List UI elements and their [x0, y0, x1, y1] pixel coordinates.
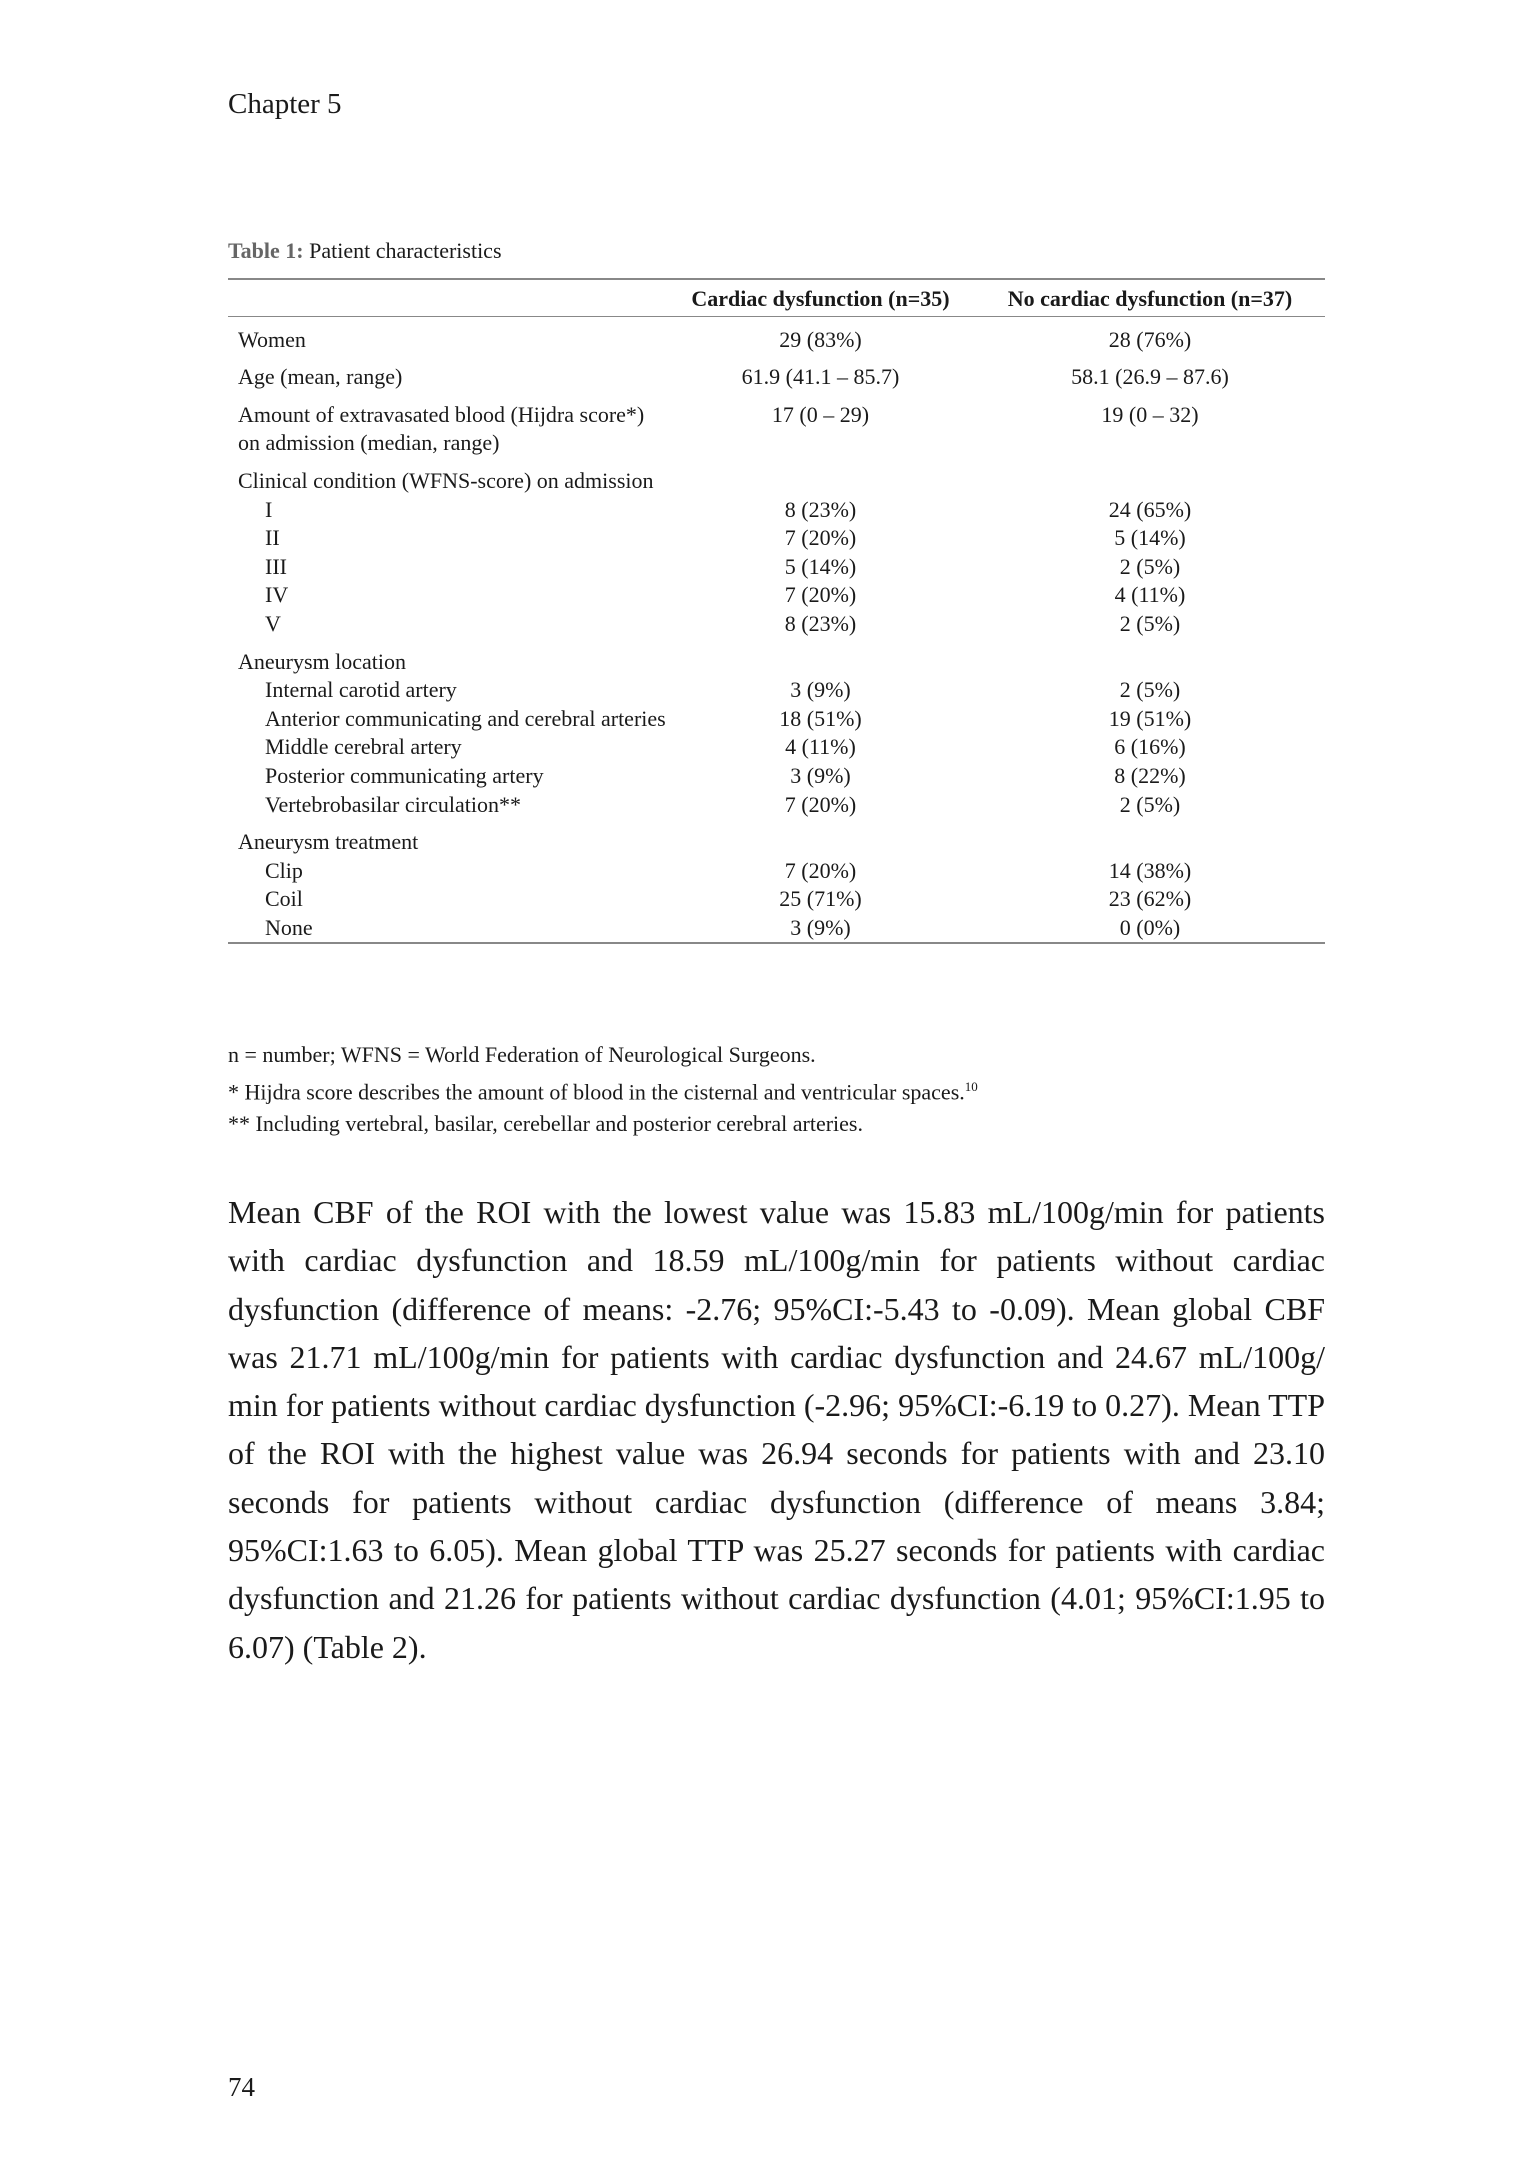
- table-row: [228, 354, 1325, 392]
- cell-cardiac: [666, 819, 975, 857]
- table-section-row: [228, 458, 1325, 496]
- cell-cardiac: 3 (9%): [790, 677, 851, 703]
- footnote-vertebrobasilar: ** Including vertebral, basilar, cerebellar and posterior cerebral arteries.: [228, 1111, 863, 1137]
- footnote-hijdra-text: * Hijdra score describes the amount of blood in the cisternal and ventricular spaces.: [228, 1079, 965, 1105]
- cell-no-cardiac: [975, 819, 1325, 857]
- cell-cardiac: 7 (20%): [784, 791, 857, 817]
- cell-cardiac: 7 (20%): [784, 582, 857, 608]
- header-no-cardiac-dysfunction: No cardiac dysfunction (n=37): [975, 279, 1325, 316]
- row-label: Clip: [265, 857, 303, 883]
- row-label: Amount of extravasated blood (Hijdra score*) on admission (median, range): [238, 401, 645, 456]
- table-caption: [228, 238, 502, 264]
- page-number: 74: [228, 2072, 255, 2102]
- row-label: III: [265, 553, 287, 579]
- cell-cardiac: 3 (9%): [666, 914, 975, 944]
- table-row: [228, 791, 1325, 820]
- table-row: [228, 914, 1325, 944]
- table-row: [228, 885, 1325, 914]
- row-label: None: [228, 914, 666, 944]
- cell-no-cardiac: 0 (0%): [975, 914, 1325, 944]
- row-label: Internal carotid artery: [265, 677, 457, 703]
- cell-no-cardiac: 2 (5%): [1119, 791, 1181, 817]
- cell-no-cardiac: 4 (11%): [1114, 582, 1186, 608]
- cell-no-cardiac: 8 (22%): [1114, 762, 1186, 788]
- row-label: Anterior communicating and cerebral arteries: [265, 705, 666, 731]
- table-section-row: [228, 819, 1325, 857]
- cell-no-cardiac: 19 (0 – 32): [1101, 401, 1199, 427]
- row-label: Women: [238, 326, 306, 352]
- cell-cardiac: 8 (23%): [784, 610, 857, 636]
- cell-no-cardiac: 19 (51%): [1108, 705, 1192, 731]
- table-row: [228, 676, 1325, 705]
- cell-cardiac: 3 (9%): [790, 762, 851, 788]
- cell-no-cardiac: 2 (5%): [1119, 677, 1181, 703]
- cell-no-cardiac: [975, 639, 1325, 677]
- table-header-row: [228, 279, 1325, 316]
- table-row: [228, 581, 1325, 610]
- table-footnotes: [228, 1039, 978, 1140]
- row-label: Coil: [265, 886, 303, 912]
- section-label: Aneurysm location: [238, 648, 407, 674]
- cell-no-cardiac: 28 (76%): [1108, 326, 1192, 352]
- cell-cardiac: 61.9 (41.1 – 85.7): [741, 364, 900, 390]
- cell-cardiac: 29 (83%): [779, 326, 862, 352]
- footnote-hijdra: [228, 1071, 978, 1108]
- table-row: [228, 705, 1325, 734]
- cell-no-cardiac: 2 (5%): [1119, 553, 1181, 579]
- cell-cardiac: 17 (0 – 29): [771, 401, 870, 427]
- table-row: [228, 610, 1325, 639]
- table-row: [228, 733, 1325, 762]
- body-paragraph: Mean CBF of the ROI with the lowest value was 15.83 mL/100g/min for patients with cardiac dysfunction and 18.59 mL/100g/min for patients without cardiac dysfunction (difference of means: -2.76; 95%CI:-5.43 to -0.09). Mean global CBF was 21.71 mL/100g/min for patients with cardiac dysfunction and 24.67 mL/100g/ min for patients without cardiac dysfunction (-2.96; 95%CI:-6.19 to 0.27). Mean TTP of the ROI with the highest value was 26.94 seconds for patients with and 23.10 seconds for patients without cardiac dysfunction (difference of means 3.84; 95%CI:1.63 to 6.05). Mean global TTP was 25.27 seconds for patients with cardiac dysfunction and 21.26 for patients without cardiac dysfunction (4.01; 95%CI:1.95 to 6.07) (Table 2).: [228, 1194, 1325, 1665]
- table-row: [228, 762, 1325, 791]
- cell-no-cardiac: 14 (38%): [1108, 857, 1192, 883]
- row-label: V: [265, 610, 281, 636]
- table-section-row: [228, 639, 1325, 677]
- row-label: Middle cerebral artery: [265, 734, 462, 760]
- header-cardiac-dysfunction: Cardiac dysfunction (n=35): [666, 279, 975, 316]
- row-label: Age (mean, range): [238, 364, 403, 390]
- cell-cardiac: 18 (51%): [779, 705, 862, 731]
- cell-no-cardiac: 23 (62%): [1108, 886, 1192, 912]
- table-row: [228, 553, 1325, 582]
- cell-no-cardiac: [975, 458, 1325, 496]
- footnote-hijdra-ref: 10: [964, 1079, 978, 1094]
- row-label: IV: [265, 582, 289, 608]
- running-head: Chapter 5: [228, 88, 342, 120]
- row-label: Vertebrobasilar circulation**: [265, 791, 521, 817]
- footnote-abbreviations: n = number; WFNS = World Federation of Neurological Surgeons.: [228, 1042, 816, 1067]
- cell-no-cardiac: 5 (14%): [1114, 525, 1186, 551]
- table-caption-text: Patient characteristics: [309, 238, 502, 263]
- cell-cardiac: [666, 639, 975, 677]
- table-row: [228, 316, 1325, 354]
- table-row: [228, 392, 1325, 458]
- table-caption-label: Table 1:: [228, 238, 304, 263]
- section-label: Clinical condition (WFNS-score) on admission: [238, 467, 654, 493]
- table-row: [228, 496, 1325, 525]
- cell-cardiac: 7 (20%): [784, 525, 857, 551]
- header-label: [228, 279, 666, 316]
- table-row: [228, 524, 1325, 553]
- cell-cardiac: 5 (14%): [784, 553, 857, 579]
- row-label: I: [265, 496, 273, 522]
- cell-cardiac: [666, 458, 975, 496]
- table-row: [228, 857, 1325, 886]
- cell-cardiac: 7 (20%): [784, 857, 857, 883]
- section-label: Aneurysm treatment: [238, 829, 419, 855]
- cell-no-cardiac: 24 (65%): [1108, 496, 1192, 522]
- cell-no-cardiac: 2 (5%): [1119, 610, 1181, 636]
- cell-cardiac: 8 (23%): [784, 496, 857, 522]
- cell-cardiac: 25 (71%): [779, 886, 862, 912]
- patient-characteristics-table: [228, 278, 1325, 944]
- cell-cardiac: 4 (11%): [785, 734, 856, 760]
- row-label: Posterior communicating artery: [265, 762, 544, 788]
- row-label: II: [265, 525, 280, 551]
- cell-no-cardiac: 58.1 (26.9 – 87.6): [1071, 364, 1229, 390]
- cell-no-cardiac: 6 (16%): [1114, 734, 1186, 760]
